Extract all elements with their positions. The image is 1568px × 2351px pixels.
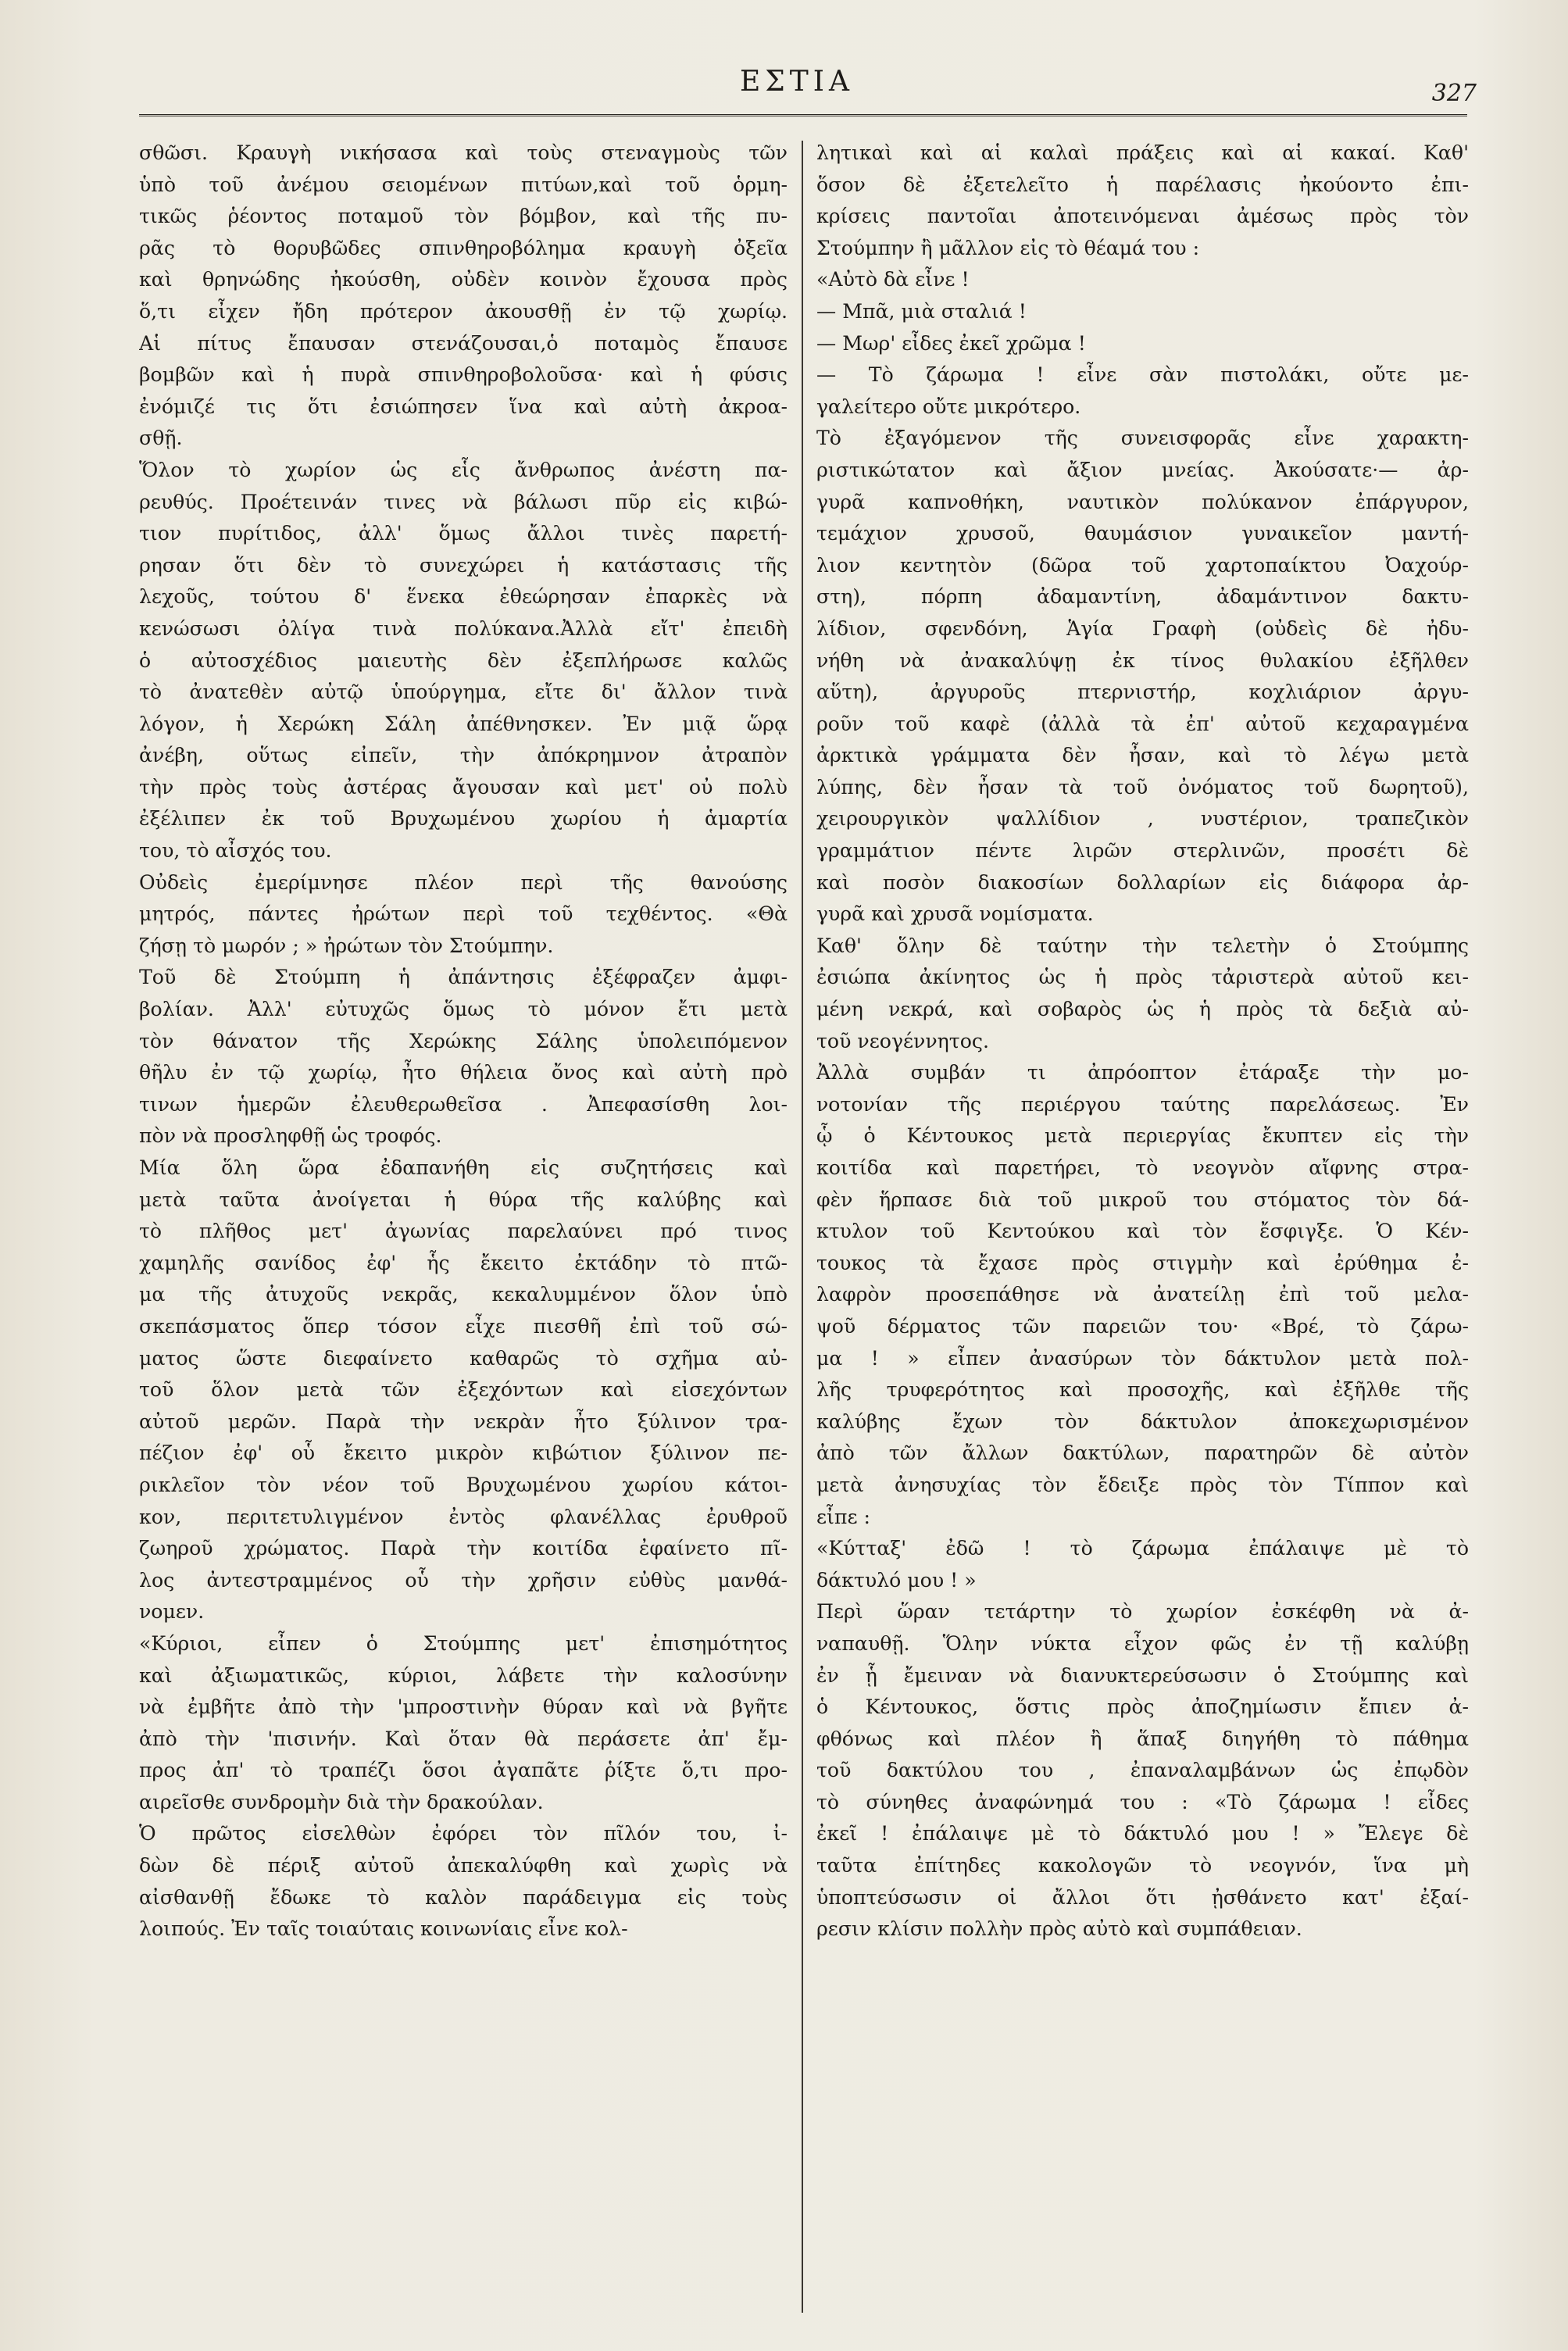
- text-line: ναπαυθῇ. Ὅλην νύκτα εἶχον φῶς ἐν τῇ καλύβῃ: [816, 1631, 1469, 1655]
- text-line: μένη νεκρά, καὶ σοβαρὸς ὡς ἡ πρὸς τὰ δεξιὰ αὐ-: [816, 998, 1469, 1021]
- text-line: Αἱ πίτυς ἔπαυσαν στενάζουσαι,ὁ ποταμὸς ἔπαυσε: [139, 331, 788, 355]
- text-line: νήθη νὰ ἀνακαλύψῃ ἐκ τίνος θυλακίου ἐξῆλθεν: [816, 648, 1469, 672]
- text-line: ζωηροῦ χρώματος. Παρὰ τὴν κοιτίδα ἐφαίνετο πῖ-: [139, 1537, 788, 1560]
- left-text-column: [139, 138, 788, 2317]
- text-line: κον, περιτετυλιγμένον ἐντὸς φλανέλλας ἐρυθροῦ: [139, 1505, 788, 1528]
- text-line: Ἀλλὰ συμβάν τι ἀπρόοπτον ἐτάραξε τὴν μο-: [816, 1061, 1469, 1084]
- text-line: βολίαν. Ἀλλ' εὐτυχῶς ὅμως τὸ μόνον ἔτι μετὰ: [139, 998, 788, 1021]
- text-line: ἐν ᾗ ἔμειναν νὰ διανυκτερεύσωσιν ὁ Στούμπης καὶ: [816, 1663, 1469, 1687]
- text-line: δάκτυλό μου ! »: [816, 1568, 977, 1592]
- text-line: τὴν πρὸς τοὺς ἀστέρας ἄγουσαν καὶ μετ' οὐ πολὺ: [139, 775, 788, 799]
- text-line: τὸν θάνατον τῆς Χερώκης Σάλης ὑπολειπόμενον: [139, 1029, 788, 1052]
- text-line: νοτονίαν τῆς περιέργου ταύτης παρελάσεως. Ἐν: [816, 1092, 1469, 1116]
- text-line: λαφρὸν προσεπάθησε νὰ ἀνατείλῃ ἐπὶ τοῦ μελα-: [816, 1283, 1469, 1306]
- text-line: λεχοῦς, τούτου δ' ἕνεκα ἐθεώρησαν ἐπαρκὲς νὰ: [139, 585, 788, 609]
- text-line: Ὁ πρῶτος εἰσελθὼν ἐφόρει τὸν πῖλόν του, ἰ-: [139, 1822, 788, 1845]
- text-line: Μία ὅλη ὥρα ἐδαπανήθη εἰς συζητήσεις καὶ: [139, 1156, 788, 1179]
- text-line: Καθ' ὅλην δὲ ταύτην τὴν τελετὴν ὁ Στούμπης: [816, 934, 1469, 957]
- text-line: ματος ὥστε διεφαίνετο καθαρῶς τὸ σχῆμα αὐ-: [139, 1346, 788, 1370]
- right-text-column: [816, 138, 1469, 2317]
- text-line: λύπης, δὲν ἦσαν τὰ τοῦ ὀνόματος τοῦ δωρητοῦ),: [816, 775, 1469, 799]
- text-line: ἐσιώπα ἀκίνητος ὡς ἡ πρὸς τἀριστερὰ αὐτοῦ κει-: [816, 966, 1469, 989]
- text-line: ἀρκτικὰ γράμματα δὲν ἦσαν, καὶ τὸ λέγω μετὰ: [816, 744, 1469, 767]
- text-line: δὼν δὲ πέριξ αὐτοῦ ἀπεκαλύφθη καὶ χωρὶς νὰ: [139, 1854, 788, 1878]
- text-line: ὅσον δὲ ἐξετελεῖτο ἡ παρέλασις ἠκούοντο ἐπι-: [816, 173, 1469, 196]
- text-line: ᾧ ὁ Κέντουκος μετὰ περιεργίας ἔκυπτεν εἰς τὴν: [816, 1124, 1469, 1148]
- text-line: πὸν νὰ προσληφθῇ ὡς τροφός.: [139, 1124, 442, 1148]
- text-line: καὶ ποσὸν διακοσίων δολλαρίων εἰς διάφορα ἀρ-: [816, 870, 1469, 894]
- text-line: ζήσῃ τὸ μωρόν ; » ἠρώτων τὸν Στούμπην.: [139, 934, 554, 957]
- text-line: ρησαν ὅτι δὲν τὸ συνεχώρει ἡ κατάστασις τῆς: [139, 553, 788, 577]
- text-line: τεμάχιον χρυσοῦ, θαυμάσιον γυναικεῖον μαντή-: [816, 522, 1469, 545]
- text-line: ριστικώτατον καὶ ἄξιον μνείας. Ἀκούσατε·— ἀρ-: [816, 458, 1469, 481]
- text-line: πέζιον ἐφ' οὗ ἔκειτο μικρὸν κιβώτιον ξύλινον πε-: [139, 1442, 788, 1465]
- text-line: νὰ ἐμβῆτε ἀπὸ τὴν 'μπροστινὴν θύραν καὶ νὰ βγῆτε: [139, 1695, 788, 1719]
- text-line: σθῶσι. Κραυγὴ νικήσασα καὶ τοὺς στεναγμοὺς τῶν: [139, 141, 788, 164]
- text-line: χειρουργικὸν ψαλλίδιον , νυστέριον, τραπεζικὸν: [816, 807, 1469, 831]
- text-line: ψοῦ δέρματος τῶν παρειῶν του· «Βρέ, τὸ ζάρω-: [816, 1314, 1469, 1338]
- text-line: καὶ ἀξιωματικῶς, κύριοι, λάβετε τὴν καλοσύνην: [139, 1663, 788, 1687]
- text-line: αὕτη), ἀργυροῦς πτερνιστήρ, κοχλιάριον ἀργυ-: [816, 681, 1469, 704]
- text-line: ἀνέβη, οὕτως εἰπεῖν, τὴν ἀπόκρημνον ἀτραπὸν: [139, 744, 788, 767]
- text-line: κενώσωσι ὀλίγα τινὰ πολύκανα.Ἀλλὰ εἴτ' ἐπειδὴ: [139, 616, 788, 640]
- text-line: τὸ σύνηθες ἀναφώνημά του : «Τὸ ζάρωμα ! εἶδες: [816, 1790, 1469, 1813]
- text-line: «Κύτταξ' ἐδῶ ! τὸ ζάρωμα ἐπάλαιψε μὲ τὸ: [816, 1537, 1469, 1560]
- text-line: θῆλυ ἐν τῷ χωρίῳ, ἦτο θήλεια ὄνος καὶ αὐτὴ πρὸ: [139, 1061, 788, 1084]
- text-line: μετὰ ταῦτα ἀνοίγεται ἡ θύρα τῆς καλύβης καὶ: [139, 1188, 788, 1211]
- text-line: Τοῦ δὲ Στούμπη ἡ ἀπάντησις ἐξέφραζεν ἀμφι-: [139, 966, 788, 989]
- text-line: κοιτίδα καὶ παρετήρει, τὸ νεογνὸν αἴφνης στρα-: [816, 1156, 1469, 1179]
- text-line: τοῦ δακτύλου του , ἐπαναλαμβάνων ὡς ἐπῳδὸν: [816, 1759, 1469, 1782]
- text-line: μητρός, πάντες ἠρώτων περὶ τοῦ τεχθέντος. «Θὰ: [139, 902, 788, 926]
- text-line: μετὰ ἀνησυχίας τὸν ἔδειξε πρὸς τὸν Τίππον καὶ: [816, 1473, 1469, 1496]
- text-line: τινων ἡμερῶν ἐλευθερωθεῖσα . Ἀπεφασίσθη λοι-: [139, 1092, 788, 1116]
- page-number: 327: [1431, 80, 1477, 107]
- text-line: καλύβης ἔχων τὸν δάκτυλον ἀποκεχωρισμένον: [816, 1410, 1469, 1433]
- text-line: «Κύριοι, εἶπεν ὁ Στούμπης μετ' ἐπισημότητος: [139, 1631, 788, 1655]
- text-line: αιρεῖσθε συνδρομὴν διὰ τὴν δρακούλαν.: [139, 1790, 544, 1813]
- text-line: φὲν ἥρπασε διὰ τοῦ μικροῦ του στόματος τὸν δά-: [816, 1188, 1469, 1211]
- text-line: — Μωρ' εἶδες ἐκεῖ χρῶμα !: [816, 331, 1086, 355]
- text-line: — Τὸ ζάρωμα ! εἶνε σὰν πιστολάκι, οὔτε με-: [816, 363, 1469, 387]
- text-line: τὸ πλῆθος μετ' ἀγωνίας παρελαύνει πρό τινος: [139, 1220, 788, 1243]
- text-line: ὁ Κέντουκος, ὅστις πρὸς ἀποζημίωσιν ἔπιεν ἀ-: [816, 1695, 1469, 1719]
- text-line: λητικαὶ καὶ αἱ καλαὶ πράξεις καὶ αἱ κακαί. Καθ': [816, 141, 1469, 164]
- text-line: χαμηλῆς σανίδος ἐφ' ἧς ἔκειτο ἐκτάδην τὸ πτῶ-: [139, 1251, 788, 1274]
- text-line: νομεν.: [139, 1600, 205, 1624]
- text-line: λόγον, ἡ Χερώκη Σάλη ἀπέθνησκεν. Ἐν μιᾷ ὥρᾳ: [139, 712, 788, 735]
- text-line: ὁ αὐτοσχέδιος μαιευτὴς δὲν ἐξεπλήρωσε καλῶς: [139, 648, 788, 672]
- text-line: ἐκεῖ ! ἐπάλαιψε μὲ τὸ δάκτυλό μου ! » Ἔλεγε δὲ: [816, 1822, 1469, 1845]
- text-line: κτυλον τοῦ Κεντούκου καὶ τὸν ἔσφιγξε. Ὁ Κέν-: [816, 1220, 1469, 1243]
- text-line: Ὅλον τὸ χωρίον ὡς εἷς ἄνθρωπος ἀνέστη πα-: [139, 458, 788, 481]
- text-line: Στούμπην ἢ μᾶλλον εἰς τὸ θέαμά του :: [816, 236, 1200, 259]
- text-line: λῆς τρυφερότητος καὶ προσοχῆς, καὶ ἐξῆλθε τῆς: [816, 1378, 1469, 1402]
- text-line: καὶ θρηνώδης ἠκούσθη, οὐδὲν κοινὸν ἔχουσα πρὸς: [139, 268, 788, 291]
- text-line: ὅ,τι εἶχεν ἤδη πρότερον ἀκουσθῇ ἐν τῷ χωρίῳ.: [139, 299, 788, 323]
- text-line: μα ! » εἶπεν ἀνασύρων τὸν δάκτυλον μετὰ πολ-: [816, 1346, 1469, 1370]
- text-line: τὸ ἀνατεθὲν αὐτῷ ὑπούργημα, εἴτε δι' ἄλλον τινὰ: [139, 681, 788, 704]
- text-line: αὐτοῦ μερῶν. Παρὰ τὴν νεκρὰν ἦτο ξύλινον τρα-: [139, 1410, 788, 1433]
- text-line: τοῦ νεογέννητος.: [816, 1029, 989, 1052]
- text-line: στη), πόρπη ἀδαμαντίνη, ἀδαμάντινον δακτυ-: [816, 585, 1469, 609]
- text-line: Περὶ ὥραν τετάρτην τὸ χωρίον ἐσκέφθη νὰ ἀ-: [816, 1600, 1469, 1624]
- text-line: ροῦν τοῦ καφὲ (ἀλλὰ τὰ ἐπ' αὐτοῦ κεχαραγμένα: [816, 712, 1469, 735]
- text-line: Τὸ ἐξαγόμενον τῆς συνεισφορᾶς εἶνε χαρακτη-: [816, 427, 1469, 450]
- header-rule: [139, 114, 1467, 116]
- text-line: ρᾶς τὸ θορυβῶδες σπινθηροβόλημα κραυγὴ ὀξεῖα: [139, 236, 788, 259]
- text-line: ταῦτα ἐπίτηδες κακολογῶν τὸ νεογνόν, ἵνα μὴ: [816, 1854, 1469, 1878]
- text-line: γαλείτερο οὔτε μικρότερο.: [816, 395, 1081, 418]
- text-line: τοῦ ὅλον μετὰ τῶν ἐξεχόντων καὶ εἰσεχόντων: [139, 1378, 788, 1402]
- text-line: βομβῶν καὶ ἡ πυρὰ σπινθηροβολοῦσα· καὶ ἡ φύσις: [139, 363, 788, 387]
- text-line: ὑπὸ τοῦ ἀνέμου σειομένων πιτύων,καὶ τοῦ ὁρμη-: [139, 173, 788, 196]
- text-line: — Μπᾶ, μιὰ σταλιά !: [816, 299, 1027, 323]
- text-line: προς ἀπ' τὸ τραπέζι ὅσοι ἀγαπᾶτε ῥίξτε ὅ,τι προ-: [139, 1759, 788, 1782]
- text-line: λίδιον, σφενδόνη, Ἁγία Γραφὴ (οὐδεὶς δὲ ἠδυ-: [816, 616, 1469, 640]
- text-line: του, τὸ αἶσχός του.: [139, 839, 332, 863]
- text-line: ἐνόμιζέ τις ὅτι ἐσιώπησεν ἵνα καὶ αὐτὴ ἀκροα-: [139, 395, 788, 418]
- text-line: εἶπε :: [816, 1505, 871, 1528]
- text-line: τουκος τὰ ἔχασε πρὸς στιγμὴν καὶ ἐρύθημα ἐ-: [816, 1251, 1469, 1274]
- page-header-title: ΕΣΤΙΑ: [740, 66, 854, 98]
- text-line: τιον πυρίτιδος, ἀλλ' ὅμως ἄλλοι τινὲς παρετή-: [139, 522, 788, 545]
- text-line: μα τῆς ἀτυχοῦς νεκρᾶς, κεκαλυμμένον ὅλον ὑπὸ: [139, 1283, 788, 1306]
- text-line: ἀπὸ τῶν ἄλλων δακτύλων, παρατηρῶν δὲ αὐτὸν: [816, 1442, 1469, 1465]
- text-line: κρίσεις παντοῖαι ἀποτεινόμεναι ἀμέσως πρὸς τὸν: [816, 205, 1469, 228]
- text-line: ὑποπτεύσωσιν οἱ ἄλλοι ὅτι ᾐσθάνετο κατ' ἐξαί-: [816, 1885, 1469, 1909]
- text-line: αἰσθανθῇ ἔδωκε τὸ καλὸν παράδειγμα εἰς τοὺς: [139, 1885, 788, 1909]
- text-line: σθῇ.: [139, 427, 183, 450]
- text-line: ρευθύς. Προέτεινάν τινες νὰ βάλωσι πῦρ εἰς κιβώ-: [139, 490, 788, 513]
- text-line: ἀπὸ τὴν 'πισινήν. Καὶ ὅταν θὰ περάσετε ἀπ' ἔμ-: [139, 1727, 788, 1750]
- text-line: τικῶς ῥέοντος ποταμοῦ τὸν βόμβον, καὶ τῆς πυ-: [139, 205, 788, 228]
- text-line: γραμμάτιον πέντε λιρῶν στερλινῶν, προσέτι δὲ: [816, 839, 1469, 863]
- text-line: λος ἀντεστραμμένος οὗ τὴν χρῆσιν εὐθὺς μανθά-: [139, 1568, 788, 1592]
- text-line: ρεσιν κλίσιν πολλὴν πρὸς αὐτὸ καὶ συμπάθειαν.: [816, 1917, 1302, 1941]
- text-line: φθόνως καὶ πλέον ἢ ἅπαξ διηγήθη τὸ πάθημα: [816, 1727, 1469, 1750]
- text-line: λιον κεντητὸν (δῶρα τοῦ χαρτοπαίκτου Ὀαχούρ-: [816, 553, 1469, 577]
- text-line: γυρᾶ καπνοθήκη, ναυτικὸν πολύκανον ἐπάργυρον,: [816, 490, 1469, 513]
- text-line: σκεπάσματος ὅπερ τόσον εἶχε πιεσθῆ ἐπὶ τοῦ σώ-: [139, 1314, 788, 1338]
- text-line: ρικλεῖον τὸν νέον τοῦ Βρυχωμένου χωρίου κάτοι-: [139, 1473, 788, 1496]
- text-line: ἐξέλιπεν ἐκ τοῦ Βρυχωμένου χωρίου ἡ ἁμαρτία: [139, 807, 788, 831]
- column-divider: [802, 141, 803, 2313]
- text-line: γυρᾶ καὶ χρυσᾶ νομίσματα.: [816, 902, 1094, 926]
- text-line: λοιπούς. Ἐν ταῖς τοιαύταις κοινωνίαις εἶνε κολ-: [139, 1917, 628, 1941]
- text-line: «Αὐτὸ δὰ εἶνε !: [816, 268, 970, 291]
- text-line: Οὐδεὶς ἐμερίμνησε πλέον περὶ τῆς θανούσης: [139, 870, 788, 894]
